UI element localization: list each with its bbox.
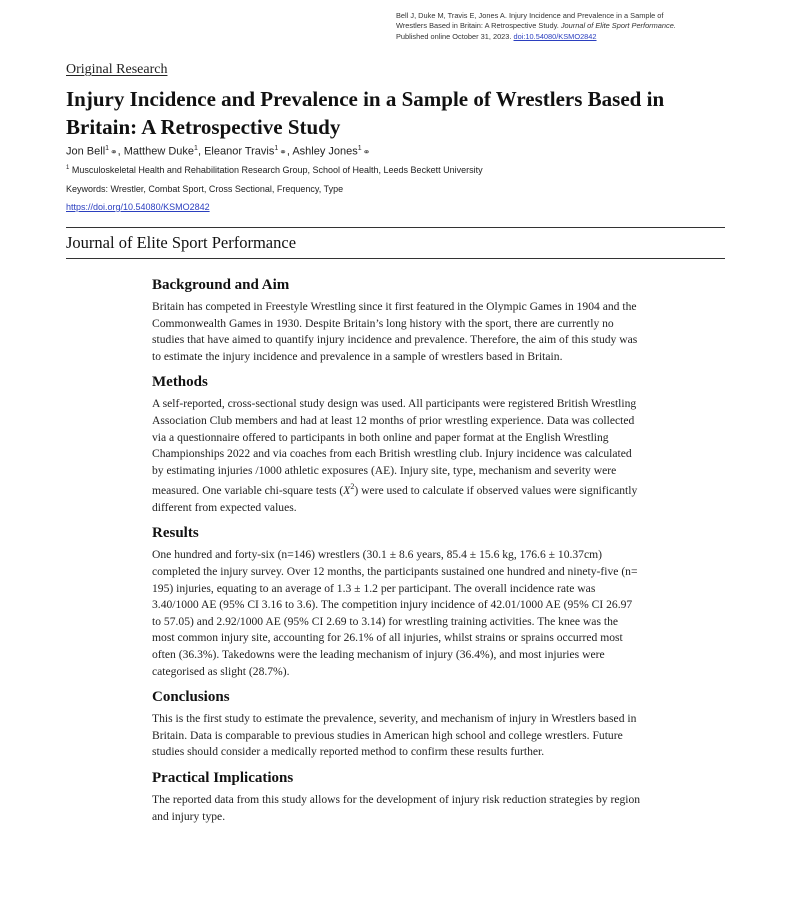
- author-affil-sup: 1: [194, 145, 198, 152]
- journal-name: Journal of Elite Sport Performance: [66, 233, 297, 252]
- divider-bottom: [66, 258, 725, 259]
- citation-line-3: Published online October 31, 2023. doi:10.54080/KSMO2842: [396, 31, 597, 41]
- orcid-link-icon[interactable]: ⚭: [279, 146, 287, 157]
- author-affil-sup: 1: [274, 145, 279, 152]
- doi-link[interactable]: https://doi.org/10.54080/KSMO2842: [66, 202, 210, 212]
- section-heading: Practical Implications: [152, 769, 294, 786]
- author-affil-sup: 1: [105, 145, 110, 152]
- section-heading: Conclusions: [152, 689, 230, 706]
- section-text: This is the first study to estimate the prevalence, severity, and mechanism of injury in Wrestlers based in Britain. Data is comparable to previous studies in American high school and college wrestlers. Future studies should consider a medically reported method to confirm these results further.: [152, 712, 637, 759]
- section-text: One hundred and forty-six (n=146) wrestlers (30.1 ± 8.6 years, 85.4 ± 15.6 kg, 176.6 ± 10.37cm) completed the injury survey. Over 12 months, the participants sustained one hundred and ninety-five (n= 195) injuries, equating to an average of 1.3 ± 1.2 per participant. The overall incidence rate was 3.40/1000 AE (95% CI 3.16 to 3.6). The competition injury incidence of 42.01/1000 AE (95% CI 26.97 to 57.05) and 2.92/1000 AE (95% CI 2.69 to 3.14) for wrestling training activities. The knee was the most common injury site, accounting for 26.1% of all injuries, whilst strains or sprains occurred most often (36.3%). Takedowns were the leading mechanism of injury (36.4%), and most injuries were categorised as slight (28.7%).: [152, 548, 638, 678]
- author-name: Ashley Jones: [292, 145, 358, 158]
- section-conclusions: [152, 688, 642, 761]
- author-name: Eleanor Travis: [204, 145, 275, 158]
- citation-line-2: Wrestlers Based in Britain: A Retrospective Study. Journal of Elite Sport Performance.: [396, 21, 676, 31]
- affiliation-sup: 1: [66, 165, 70, 171]
- author-name: Matthew Duke: [123, 145, 195, 158]
- section-heading: Methods: [152, 374, 208, 391]
- citation-line-1: Bell J, Duke M, Travis E, Jones A. Injury Incidence and Prevalence in a Sample of: [396, 11, 664, 20]
- chi-square-sup: 2: [350, 482, 355, 492]
- author-name: Jon Bell: [66, 145, 106, 158]
- citation-block: [396, 11, 726, 42]
- section-background: [152, 276, 642, 365]
- section-text: The reported data from this study allows for the development of injury risk reduction strategies by region and injury type.: [152, 792, 641, 823]
- abstract: [152, 276, 642, 833]
- section-results: [152, 524, 642, 680]
- article-type: Original Research: [66, 62, 168, 77]
- keywords: Keywords: Wrestler, Combat Sport, Cross Sectional, Frequency, Type: [66, 184, 344, 194]
- section-methods: [152, 373, 642, 516]
- section-practical-implications: [152, 769, 642, 825]
- section-heading: Background and Aim: [152, 277, 290, 293]
- orcid-link-icon[interactable]: ⚭: [362, 146, 371, 157]
- article-title: Injury Incidence and Prevalence in a Sample of Wrestlers Based in Britain: A Retrospective Study: [66, 87, 665, 139]
- section-text: Britain has competed in Freestyle Wrestling since it first featured in the Olympic Games in 1904 and the Commonwealth Games in 1930. Despite Britain’s long history with the sport, there are currently no studies that have aimed to quantify injury incidence and prevalence. Therefore, the aim of this study was to estimate the injury incidence and prevalence in a sample of wrestlers based in Britain.: [152, 300, 638, 363]
- chi-square-symbol: X: [343, 484, 351, 498]
- section-heading: Results: [152, 525, 199, 542]
- affiliation-text: Musculoskeletal Health and Rehabilitation Research Group, School of Health, Leeds Beckett University: [71, 165, 483, 175]
- author-affil-sup: 1: [357, 145, 362, 152]
- author-list: Jon Bell$^1$⚭, Matthew Duke$^1$, Eleanor Travis$^1$⚭, Ashley Jones$^1$⚭: [66, 145, 371, 158]
- orcid-link-icon[interactable]: ⚭: [110, 146, 118, 157]
- citation-journal: Journal of Elite Sport Performance.: [560, 21, 676, 31]
- affiliation: [66, 165, 483, 175]
- citation-doi-link[interactable]: doi:10.54080/KSMO2842: [513, 31, 597, 41]
- section-text: A self-reported, cross-sectional study design was used. All participants were registered British Wrestling Association Club members and had at least 12 months of prior wrestling experience. Data was collected via a questionnaire offered to participants in both online and paper format at the English Wrestling Championships 2022 and via coaches from each British wrestling club. Injury incidence was calculated by estimating injuries /1000 athletic exposures (AE). Injury site, type, mechanism and severity were measured. One variable chi-square tests $(X^2)$ were used to calculate if observed values were significantly different from expected values.: [152, 397, 638, 514]
- divider-top: [66, 227, 725, 228]
